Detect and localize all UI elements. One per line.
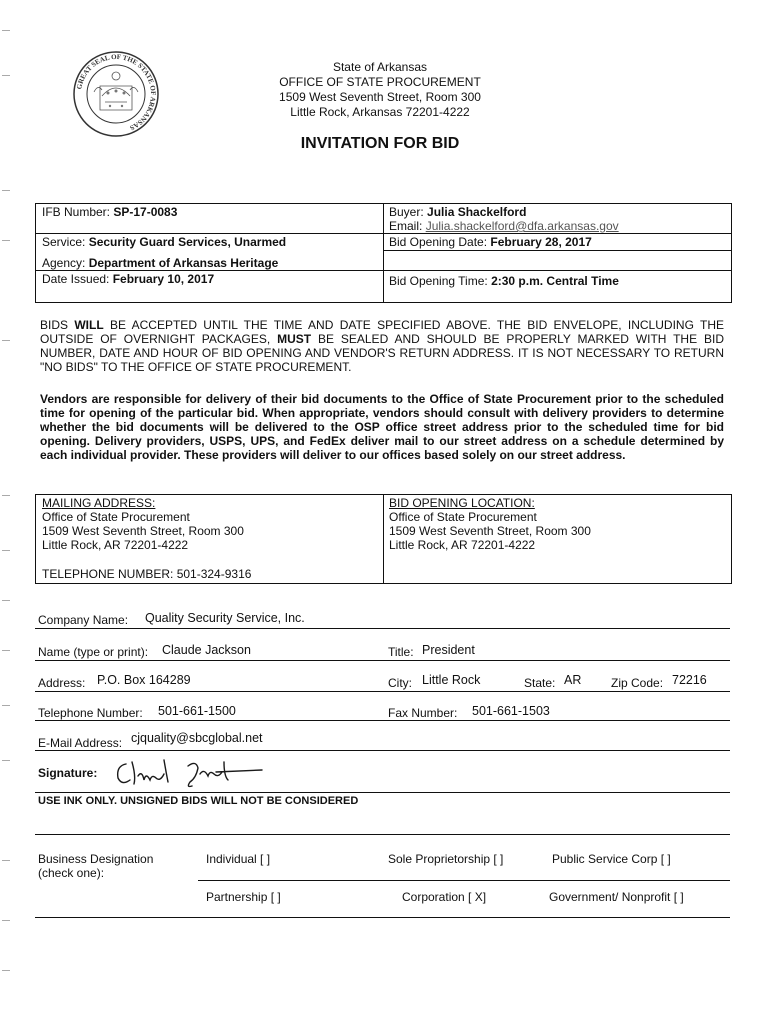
margin-tick bbox=[2, 760, 10, 761]
mailing-line: Little Rock, AR 72201-4222 bbox=[42, 538, 189, 552]
signature-note: USE INK ONLY. UNSIGNED BIDS WILL NOT BE CONSIDERED bbox=[38, 795, 359, 807]
company-name-label: Company Name: bbox=[38, 613, 129, 627]
form-rule bbox=[198, 880, 730, 881]
document-title: INVITATION FOR BID bbox=[300, 135, 460, 152]
margin-tick bbox=[2, 650, 10, 651]
address-value[interactable]: P.O. Box 164289 bbox=[97, 673, 191, 687]
state-seal-image bbox=[72, 50, 160, 138]
table-divider bbox=[383, 204, 384, 302]
office-address-block bbox=[240, 60, 520, 120]
mailing-address-heading: MAILING ADDRESS: bbox=[42, 496, 156, 510]
checkbox-public-service-corp[interactable]: Public Service Corp [ ] bbox=[552, 852, 671, 866]
mailing-line: 1509 West Seventh Street, Room 300 bbox=[42, 524, 244, 538]
address-table bbox=[35, 494, 732, 584]
table-divider bbox=[383, 495, 384, 583]
margin-tick bbox=[2, 495, 10, 496]
margin-tick bbox=[2, 30, 10, 31]
office-line: State of Arkansas bbox=[332, 60, 428, 74]
signature-image bbox=[112, 752, 272, 792]
margin-tick bbox=[2, 600, 10, 601]
margin-tick bbox=[2, 75, 10, 76]
title-value[interactable]: President bbox=[422, 643, 475, 657]
fax-value[interactable]: 501-661-1503 bbox=[472, 704, 550, 718]
service: Service: Security Guard Services, Unarmed bbox=[42, 235, 287, 249]
margin-tick bbox=[2, 920, 10, 921]
bid-acceptance-notice: BIDS WILL BE ACCEPTED UNTIL THE TIME AND DATE SPECIFIED ABOVE. THE BID ENVELOPE, INCLUDING THE OUTSIDE OF OVERNIGHT PACKAGES, MUST BE SEALED AND SHOULD BE PROPERLY MARKED WITH THE BID NUMBER, DATE AND HOUR OF BID OPENING AND VENDOR'S RETURN ADDRESS. IT IS NOT NECESSARY TO RETURN "NO BIDS" TO THE OFFICE OF STATE PROCUREMENT. bbox=[40, 318, 725, 374]
buyer-email: Email: Julia.shackelford@dfa.arkansas.gov bbox=[389, 219, 619, 233]
mailing-line: Office of State Procurement bbox=[42, 510, 190, 524]
name-label: Name (type or print): bbox=[38, 645, 149, 659]
office-line: OFFICE OF STATE PROCUREMENT bbox=[279, 75, 481, 89]
bid-location-line: 1509 West Seventh Street, Room 300 bbox=[389, 524, 591, 538]
telephone-value[interactable]: 501-661-1500 bbox=[158, 704, 236, 718]
form-rule bbox=[35, 720, 730, 721]
checkbox-government-nonprofit[interactable]: Government/ Nonprofit [ ] bbox=[549, 890, 684, 904]
city-label: City: bbox=[388, 676, 412, 690]
table-divider bbox=[36, 233, 731, 234]
name-value[interactable]: Claude Jackson bbox=[162, 643, 251, 657]
business-designation-hint: (check one): bbox=[38, 866, 105, 880]
margin-tick bbox=[2, 970, 10, 971]
bid-opening-date: Bid Opening Date: February 28, 2017 bbox=[389, 235, 592, 249]
margin-tick bbox=[2, 340, 10, 341]
checkbox-partnership[interactable]: Partnership [ ] bbox=[206, 890, 281, 904]
office-line: Little Rock, Arkansas 72201-4222 bbox=[290, 105, 470, 119]
fax-label: Fax Number: bbox=[388, 706, 458, 720]
table-divider bbox=[36, 270, 731, 271]
address-label: Address: bbox=[38, 676, 86, 690]
bid-opening-time: Bid Opening Time: 2:30 p.m. Central Time bbox=[389, 274, 619, 288]
checkbox-corporation[interactable]: Corporation [ X] bbox=[402, 890, 487, 904]
email-label: E-Mail Address: bbox=[38, 736, 123, 750]
signature-rule bbox=[35, 792, 730, 793]
buyer: Buyer: Julia Shackelford bbox=[389, 205, 527, 219]
buyer-email-link[interactable]: Julia.shackelford@dfa.arkansas.gov bbox=[425, 219, 619, 233]
margin-tick bbox=[2, 705, 10, 706]
date-issued: Date Issued: February 10, 2017 bbox=[42, 272, 215, 286]
margin-tick bbox=[2, 190, 10, 191]
signature-label: Signature: bbox=[38, 766, 98, 780]
business-designation-label: Business Designation bbox=[38, 852, 154, 866]
city-value[interactable]: Little Rock bbox=[422, 673, 481, 687]
email-value[interactable]: cjquality@sbcglobal.net bbox=[131, 731, 263, 745]
margin-tick bbox=[2, 240, 10, 241]
form-rule bbox=[35, 691, 730, 692]
form-rule bbox=[35, 917, 730, 918]
checkbox-individual[interactable]: Individual [ ] bbox=[206, 852, 271, 866]
zip-value[interactable]: 72216 bbox=[672, 673, 707, 687]
margin-tick bbox=[2, 550, 10, 551]
form-rule bbox=[35, 750, 730, 751]
delivery-notice: Vendors are responsible for delivery of their bid documents to the Office of State Procurement prior to the scheduled time for opening of the particular bid. When appropriate, vendors should consult with delivery providers to determine whether the bid documents will be delivered to the OSP office street address prior to the scheduled time for bid opening. Delivery providers, USPS, UPS, and FedEx deliver mail to our street address on a schedule determined by each individual provider. These providers will deliver to our offices based solely on our street address. bbox=[40, 392, 724, 462]
ifb-number: IFB Number: SP-17-0083 bbox=[42, 205, 178, 219]
zip-label: Zip Code: bbox=[611, 676, 664, 690]
form-rule bbox=[35, 628, 730, 629]
bid-location-line: Little Rock, AR 72201-4222 bbox=[389, 538, 536, 552]
company-name-value[interactable]: Quality Security Service, Inc. bbox=[145, 611, 305, 625]
state-value[interactable]: AR bbox=[564, 673, 582, 687]
form-rule bbox=[35, 834, 730, 835]
telephone-number: TELEPHONE NUMBER: 501-324-9316 bbox=[42, 567, 252, 581]
state-label: State: bbox=[524, 676, 556, 690]
checkbox-sole-proprietorship[interactable]: Sole Proprietorship [ ] bbox=[388, 852, 504, 866]
agency: Agency: Department of Arkansas Heritage bbox=[42, 256, 279, 270]
margin-tick bbox=[2, 860, 10, 861]
office-line: 1509 West Seventh Street, Room 300 bbox=[279, 90, 481, 104]
table-divider bbox=[383, 250, 731, 251]
telephone-label: Telephone Number: bbox=[38, 706, 143, 720]
bid-location-line: Office of State Procurement bbox=[389, 510, 537, 524]
form-rule bbox=[35, 660, 730, 661]
title-label: Title: bbox=[388, 645, 414, 659]
ifb-info-table bbox=[35, 203, 732, 303]
bid-location-heading: BID OPENING LOCATION: bbox=[389, 496, 535, 510]
seal-text: GREAT SEAL OF THE STATE OF ARKANSAS bbox=[75, 52, 158, 132]
